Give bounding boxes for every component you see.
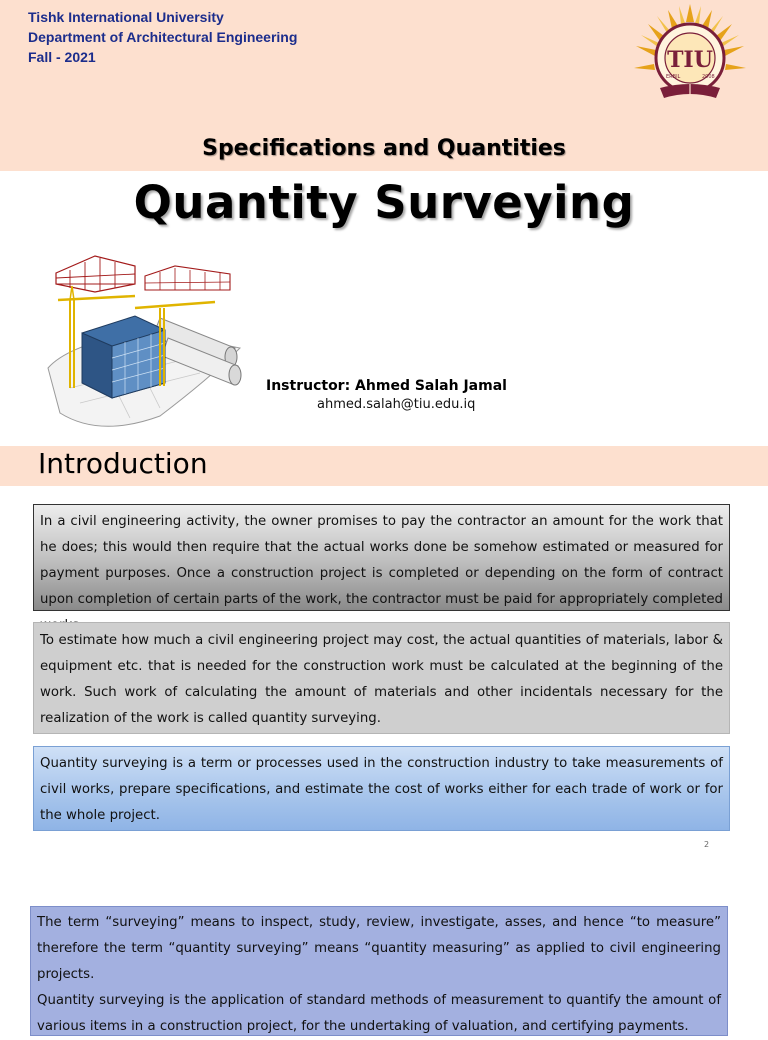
section-heading: Introduction [38, 447, 208, 480]
instructor-email: ahmed.salah@tiu.edu.iq [317, 397, 476, 412]
logo-text: TIU [667, 47, 713, 73]
university-info [28, 7, 297, 67]
text-box-qs-definition: Quantity surveying is a term or processes used in the construction industry to take measurements of civil works, prepare specifications, and estimate the cost of works either for each trade of work or for the whole project. [33, 746, 730, 831]
page-number: 2 [704, 840, 710, 849]
instructor-name: Instructor: Ahmed Salah Jamal [266, 378, 507, 394]
steel-frame-building-2 [145, 266, 230, 290]
qs-application-paragraph: Quantity surveying is the application of standard methods of measurement to quantify the amount of various items in a construction project, for the undertaking of valuation, and certifying payments. [37, 993, 721, 1034]
course-title: Specifications and Quantities [202, 136, 566, 161]
semester-label: Fall - 2021 [28, 49, 96, 65]
university-name: Tishk International University [28, 9, 224, 25]
surveying-term-paragraph: The term “surveying” means to inspect, study, review, investigate, asses, and hence “to measure” therefore the term “quantity surveying” means “quantity measuring” as applied to civil engineering projects. [37, 915, 721, 982]
steel-frame-building-1 [56, 256, 135, 292]
text-box-cost-estimation: To estimate how much a civil engineering project may cost, the actual quantities of materials, labor & equipment etc. that is needed for the construction work must be calculated at the beginning of the work. Such work of calculating the amount of materials and other incidentals necessary for the realization of the work is called quantity surveying. [33, 622, 730, 734]
text-box-surveying-term [30, 906, 728, 1036]
glass-building [82, 316, 165, 398]
main-title: Quantity Surveying [133, 176, 635, 229]
text-box-contractor-payment: In a civil engineering activity, the owner promises to pay the contractor an amount for the work that he does; this would then require that the actual works done be somehow estimated or measured for payment purposes. Once a construction project is completed or depending on the form of contract upon completion of certain parts of the work, the contractor must be paid for appropriately completed [33, 504, 730, 611]
logo-city: ERBIL [666, 74, 681, 80]
logo-year: 2008 [702, 74, 715, 80]
department-name: Department of Architectural Engineering [28, 29, 298, 45]
construction-illustration [40, 238, 245, 436]
university-logo [630, 2, 750, 106]
